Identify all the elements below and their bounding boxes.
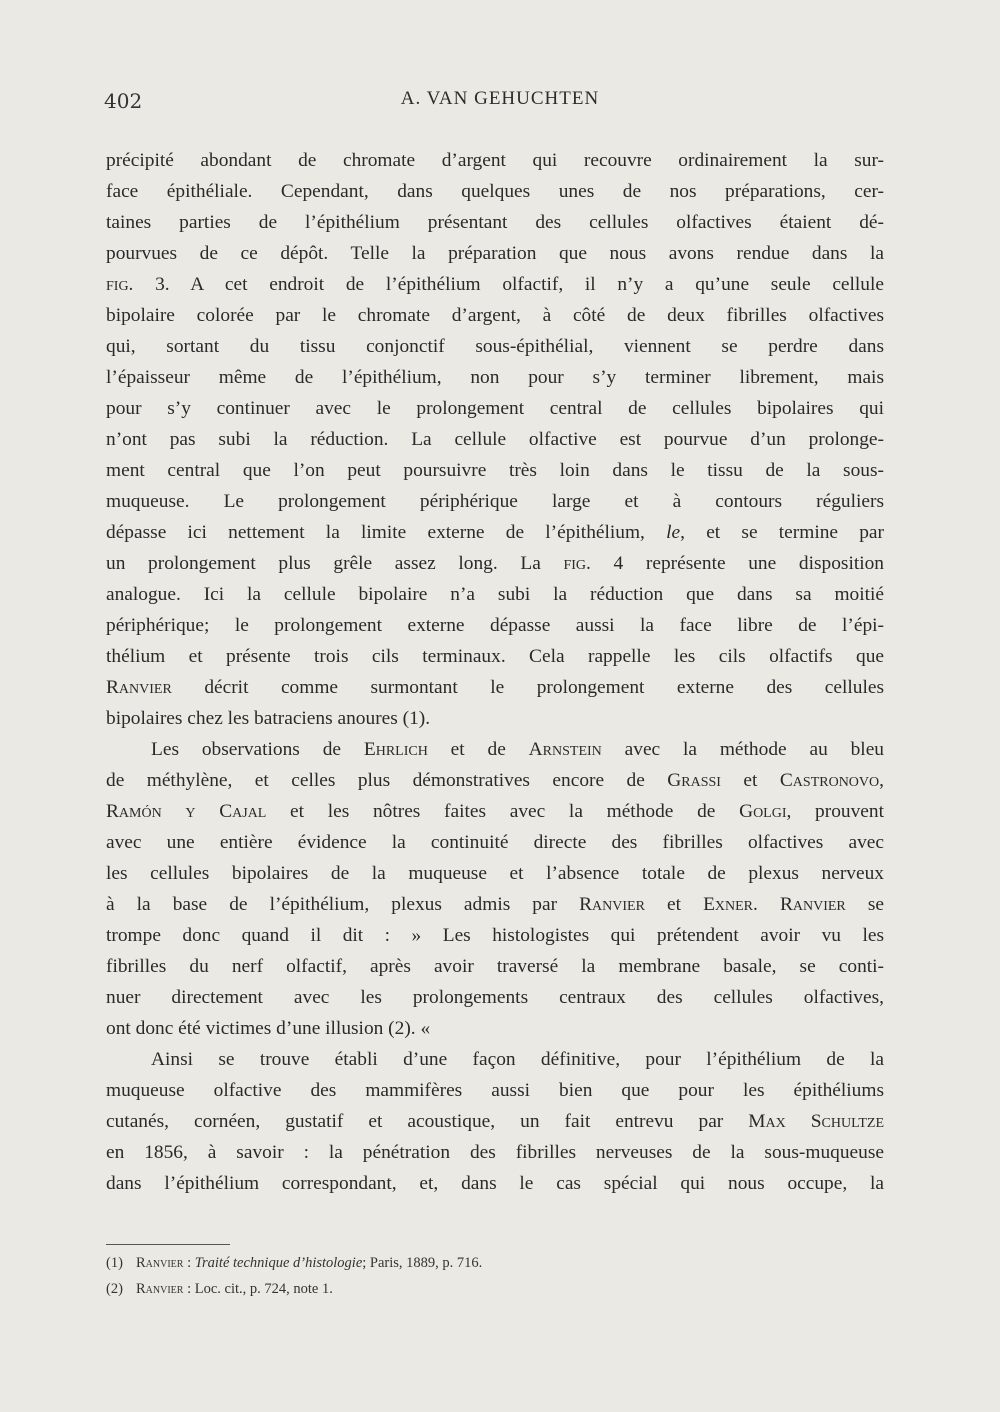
footnote-author: Ranvier [136,1255,184,1271]
page-number: 402 [104,89,143,113]
footnote-title: Traité technique d’histologie [194,1255,363,1271]
text-line: précipité abondant de chromate d’argent qui recouvre ordinairement la sur- [106,150,884,171]
text-span: à la base de l’épithélium, plexus admis par [106,894,580,915]
footnote [106,1276,806,1302]
running-head: A. VAN GEHUCHTEN [400,88,600,109]
footnote-divider [106,1244,230,1245]
text-span: de méthylène, et celles plus démonstratives encore de [106,770,668,791]
text-line: ont donc été victimes d’une illusion (2). « [106,1018,431,1039]
footnote-number: (1) [106,1255,123,1271]
author-name: Ranvier [579,894,645,915]
text-line [106,1106,884,1137]
text-line: trompe donc quand il dit : » Les histologistes qui prétendent avoir vu les [106,925,884,946]
text-span: se [845,894,884,915]
text-line: face épithéliale. Cependant, dans quelques unes de nos préparations, cer- [106,181,884,202]
author-name: Max Schultze [748,1111,884,1132]
author-name: Grassi [667,770,721,791]
footnote-separator: : [183,1281,195,1297]
text-line: fibrilles du nerf olfactif, après avoir traversé la membrane basale, se conti- [106,956,884,977]
text-span: , prouvent [786,801,884,822]
author-name: Golgi [739,801,787,822]
text-line: en 1856, à savoir : la pénétration des fibrilles nerveuses de la sous-muqueuse [106,1142,884,1163]
figure-reference: fig. 3. [106,274,170,295]
text-line: bipolaires chez les batraciens anoures (1). [106,708,431,729]
author-name: Ranvier [779,894,846,915]
text-line: avec une entière évidence la continuité directe des fibrilles olfactives avec [106,832,884,853]
text-line: périphérique; le prolongement externe dépasse aussi la face libre de l’épi- [106,615,884,636]
text-line: pourvues de ce dépôt. Telle la préparation que nous avons rendue dans la [106,243,884,264]
body-text [106,145,884,1199]
footnote-separator: : [183,1255,195,1271]
footnote-rest: Loc. cit., p. 724, note 1. [194,1281,333,1297]
text-line [106,889,884,920]
author-name: Ramón y Cajal [106,801,267,822]
text-line: pour s’y continuer avec le prolongement central de cellules bipolaires qui [106,398,884,419]
text-line [106,734,884,765]
text-line: n’ont pas subi la réduction. La cellule olfactive est pourvue d’un prolonge- [106,429,884,450]
text-span: . [753,894,780,915]
author-name: Castronovo [779,770,880,791]
text-line [106,269,884,300]
italic-label: le [666,522,681,543]
text-line: dans l’épithélium correspondant, et, dans le cas spécial qui nous occupe, la [106,1173,884,1194]
author-name: Ehrlich [363,739,428,760]
author-name: Arnstein [528,739,602,760]
text-span: et [720,770,780,791]
text-span: un prolongement plus grêle assez long. La [106,553,564,574]
footnotes [106,1250,806,1302]
text-line [106,796,884,827]
footnote-author: Ranvier [136,1281,184,1297]
text-line: l’épaisseur même de l’épithélium, non pour s’y terminer librement, mais [106,367,884,388]
text-line: qui, sortant du tissu conjonctif sous-épithélial, viennent se perdre dans [106,336,884,357]
author-name: Ranvier [106,677,172,698]
text-line: ment central que l’on peut poursuivre très loin dans le tissu de la sous- [106,460,884,481]
text-line: les cellules bipolaires de la muqueuse et l’absence totale de plexus nerveux [106,863,884,884]
text-span: et les nôtres faites avec la méthode de [266,801,740,822]
text-span: et de [427,739,529,760]
figure-reference: fig. 4 [563,553,624,574]
text-span: , et se termine par [680,522,884,543]
text-span: Les observations de [151,739,364,760]
author-name: Exner [703,894,754,915]
footnote-rest: ; Paris, 1889, p. 716. [362,1255,483,1271]
text-span: représente une disposition [623,553,884,574]
text-line [106,517,884,548]
text-span: , [879,770,884,791]
text-line: analogue. Ici la cellule bipolaire n’a subi la réduction que dans sa moitié [106,584,884,605]
text-span: et [644,894,704,915]
text-line [106,548,884,579]
footnote-number: (2) [106,1281,123,1297]
text-line [106,672,884,703]
text-line: Ainsi se trouve établi d’une façon définitive, pour l’épithélium de la [151,1049,884,1070]
text-span: avec la méthode au bleu [601,739,884,760]
text-line [106,765,884,796]
footnote [106,1250,806,1276]
text-span: décrit comme surmontant le prolongement externe des cellules [171,677,884,698]
text-span: cutanés, cornéen, gustatif et acoustique, un fait entrevu par [106,1111,749,1132]
text-line: taines parties de l’épithélium présentant des cellules olfactives étaient dé- [106,212,884,233]
text-line: muqueuse. Le prolongement périphérique large et à contours réguliers [106,491,884,512]
text-span: A cet endroit de l’épithélium olfactif, il n’y a qu’une seule cellule [169,274,885,295]
text-line: thélium et présente trois cils terminaux. Cela rappelle les cils olfactifs que [106,646,884,667]
text-line: muqueuse olfactive des mammifères aussi bien que pour les épithéliums [106,1080,884,1101]
text-span: dépasse ici nettement la limite externe de l’épithélium, [106,522,667,543]
text-line: nuer directement avec les prolongements centraux des cellules olfactives, [106,987,884,1008]
text-line: bipolaire colorée par le chromate d’argent, à côté de deux fibrilles olfactives [106,305,884,326]
